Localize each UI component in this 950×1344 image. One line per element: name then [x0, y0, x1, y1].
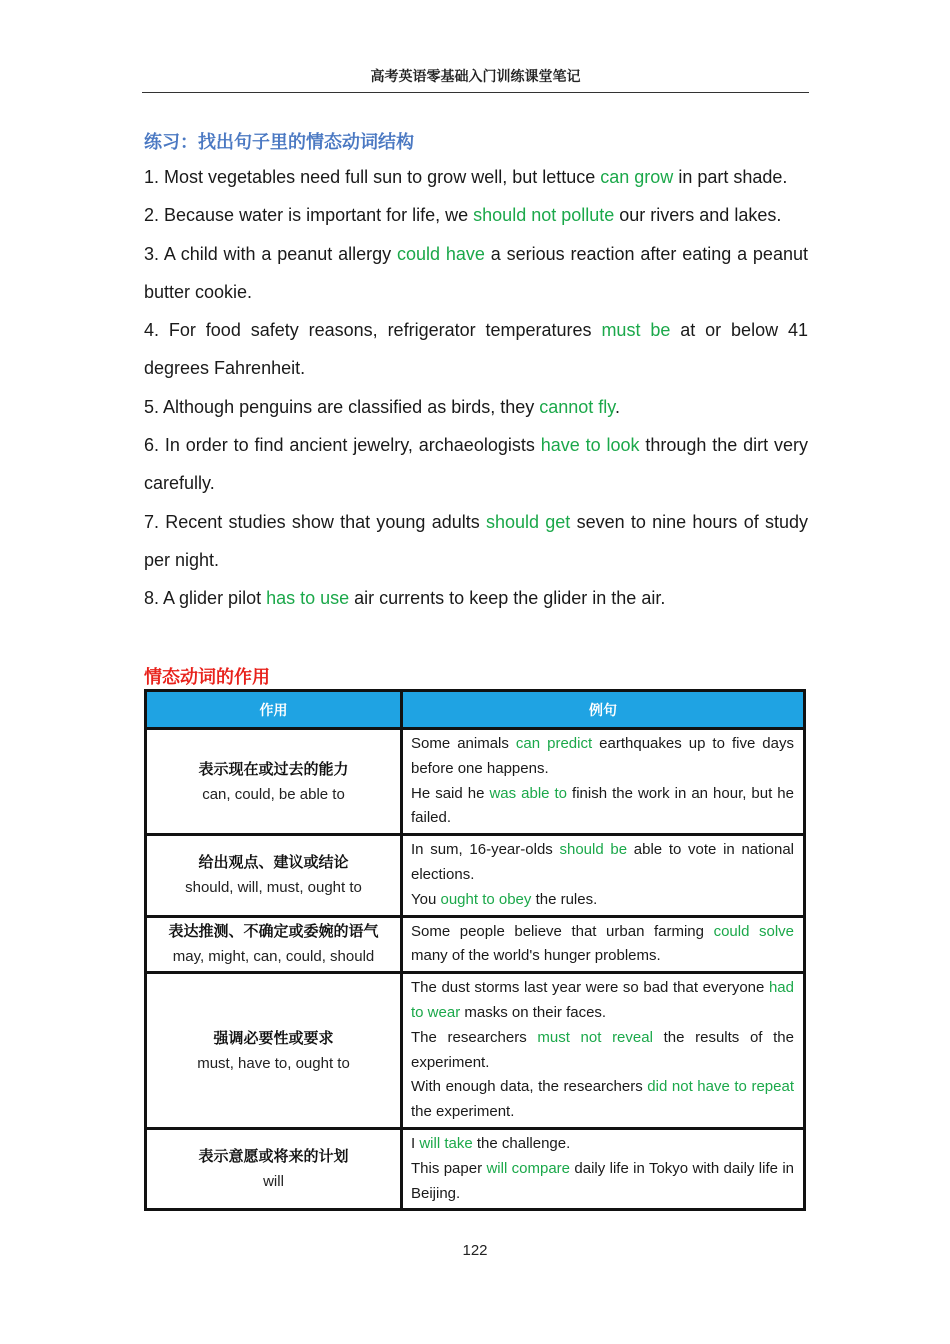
exercise-list: [144, 158, 808, 618]
example-sentence: The dust storms last year were so bad that everyone had to wear masks on their faces.: [411, 979, 794, 1021]
example-cell: [402, 916, 805, 973]
example-cell: [402, 1128, 805, 1209]
modal-highlight: ought to obey: [440, 890, 532, 908]
example-sentence: In sum, 16-year-olds should be able to vote in national elections.: [411, 841, 795, 883]
example-sentence: With enough data, the researchers did not have to repeat the experiment.: [411, 1078, 794, 1121]
column-header-example: 例句: [402, 691, 805, 729]
modal-highlight: did not have to repeat: [647, 1078, 794, 1096]
function-name-cn: 强调必要性或要求: [213, 1029, 334, 1047]
example-sentence: The researchers must not reveal the results of the experiment.: [411, 1028, 794, 1071]
example-cell: [402, 835, 805, 916]
exercise-item: 4. For food safety reasons, refrigerator temperatures must be at or below 41 degrees Fahrenheit.: [144, 320, 808, 379]
example-sentence: I will take the challenge.: [411, 1134, 571, 1152]
table-row: [146, 916, 805, 973]
example-sentence: Some animals can predict earthquakes up to five days before one happens.: [411, 735, 794, 777]
function-modals-en: should, will, must, ought to: [185, 879, 362, 897]
table-row: [146, 729, 805, 835]
modal-highlight: has to use: [266, 588, 350, 609]
exercise-item: 7. Recent studies show that young adults should get seven to nine hours of study per night.: [144, 511, 808, 570]
exercise-item: 3. A child with a peanut allergy could have a serious reaction after eating a peanut butter cookie.: [144, 243, 808, 302]
function-modals-en: will: [263, 1173, 284, 1191]
function-name-cn: 表示现在或过去的能力: [198, 760, 349, 778]
exercise-item: 6. In order to find ancient jewelry, archaeologists have to look through the dirt very carefully.: [144, 435, 809, 494]
table-header-row: [146, 691, 805, 729]
modal-verbs-table: [144, 689, 806, 1211]
modal-highlight: should be: [559, 841, 628, 859]
modal-highlight: can grow: [600, 167, 674, 187]
modal-highlight: have to look: [540, 435, 640, 456]
exercise-item: 2. Because water is important for life, we should not pollute our rivers and lakes.: [144, 205, 782, 226]
modal-highlight: can predict: [515, 735, 593, 752]
exercise-item: 8. A glider pilot has to use air currents to keep the glider in the air.: [144, 588, 666, 609]
modal-highlight: should get: [485, 511, 571, 532]
function-modals-en: must, have to, ought to: [197, 1054, 350, 1072]
function-cell: [146, 729, 402, 835]
modal-highlight: was able to: [489, 784, 568, 802]
modal-highlight: could have: [397, 243, 485, 264]
modal-highlight: should not pollute: [473, 205, 615, 226]
example-sentence: This paper will compare daily life in Tokyo with daily life in Beijing.: [411, 1159, 795, 1202]
table-row: [146, 1128, 805, 1209]
exercise-title: 练习：找出句子里的情态动词结构: [144, 132, 414, 152]
exercise-item: 1. Most vegetables need full sun to grow well, but lettuce can grow in part shade.: [144, 167, 788, 187]
function-modals-en: can, could, be able to: [202, 785, 345, 803]
modal-highlight: must not reveal: [537, 1028, 653, 1046]
exercise-item: 5. Although penguins are classified as birds, they cannot fly.: [144, 396, 620, 417]
column-header-function: 作用: [146, 691, 402, 729]
example-sentence: Some people believe that urban farming could solve many of the world's hunger problems.: [411, 922, 795, 965]
function-modals-en: may, might, can, could, should: [172, 948, 375, 966]
modal-table-title: 情态动词的作用: [144, 667, 270, 687]
table-row: [146, 835, 805, 916]
modal-highlight: will take: [419, 1134, 473, 1152]
function-cell: [146, 1128, 402, 1209]
modal-highlight: had to wear: [411, 979, 794, 1021]
example-sentence: He said he was able to finish the work in an hour, but he failed.: [411, 784, 794, 827]
function-cell: [146, 916, 402, 973]
function-name-cn: 表达推测、不确定或委婉的语气: [168, 923, 379, 941]
function-name-cn: 表示意愿或将来的计划: [198, 1148, 349, 1166]
table-row: [146, 973, 805, 1129]
function-cell: [146, 835, 402, 916]
function-name-cn: 给出观点、建议或结论: [198, 854, 349, 872]
page-number: 122: [462, 1242, 488, 1259]
page-header-title: 高考英语零基础入门训练课堂笔记: [142, 66, 809, 93]
example-sentence: You ought to obey the rules.: [411, 890, 598, 908]
modal-highlight: could solve: [713, 922, 795, 940]
modal-highlight: cannot fly: [539, 396, 615, 417]
modal-highlight: will compare: [486, 1159, 571, 1177]
modal-highlight: must be: [601, 320, 671, 341]
function-cell: [146, 973, 402, 1129]
example-cell: [402, 729, 805, 835]
example-cell: [402, 973, 805, 1129]
